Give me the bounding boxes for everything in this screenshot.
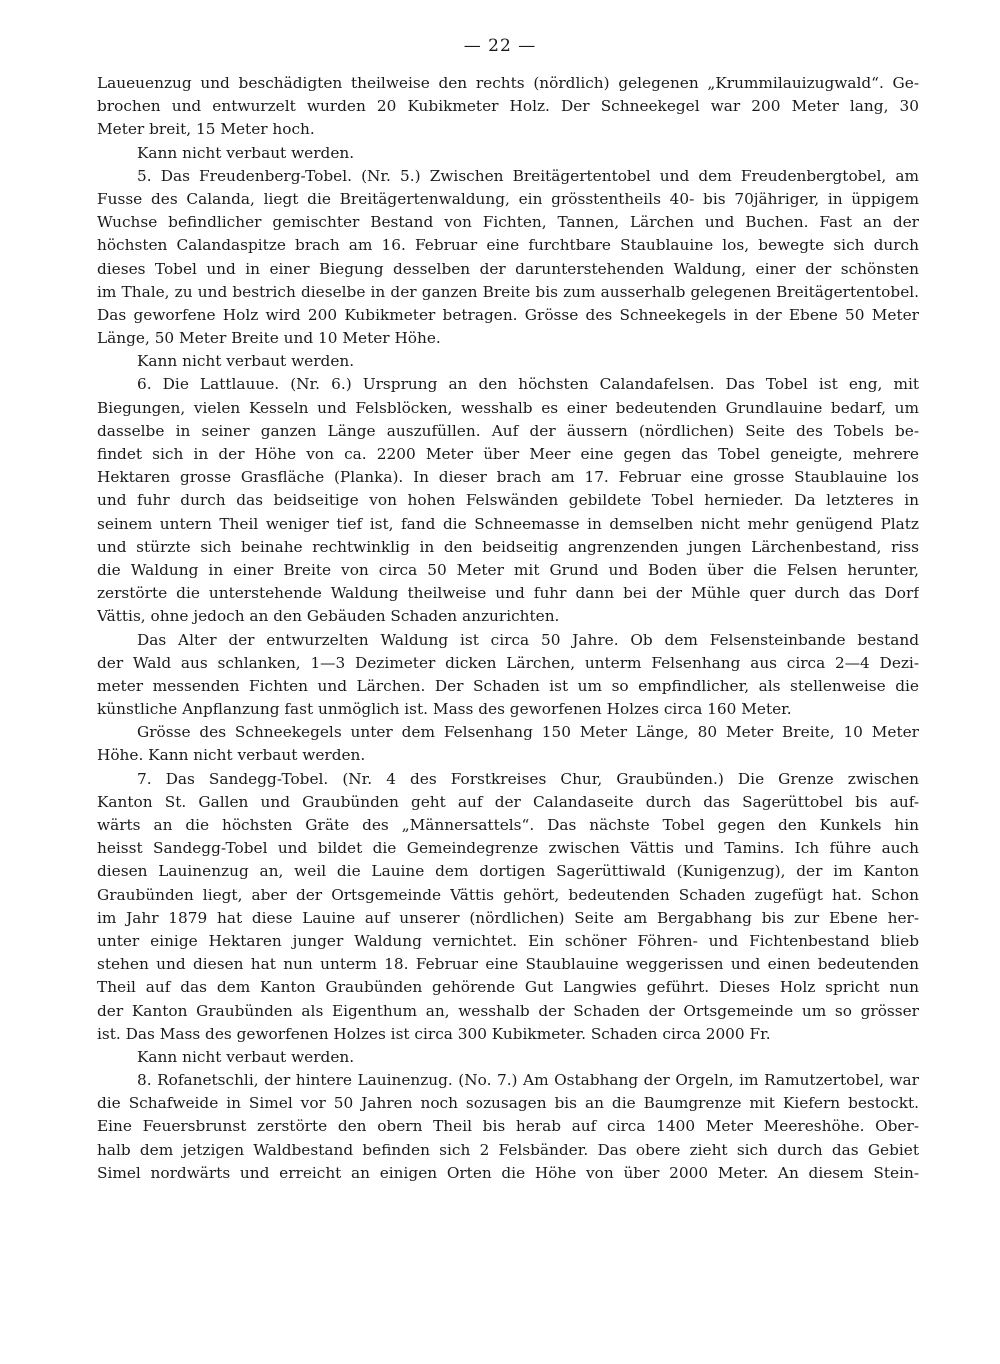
text-line: Theil auf das dem Kanton Graubünden gehörende Gut Langwies geführt. Dieses Holz spricht nun [97,978,919,997]
text-line: Grösse des Schneekegels unter dem Felsenhang 150 Meter Länge, 80 Meter Breite, 10 Meter [137,723,919,742]
text-line: und stürzte sich beinahe rechtwinklig in den beidseitig angrenzenden jungen Lärchenbestand, riss [97,537,919,556]
text-line: brochen und entwurzelt wurden 20 Kubikmeter Holz. Der Schneekegel war 200 Meter lang, 30 [97,97,919,116]
text-line: Laueuenzug und beschädigten theilweise den rechts (nördlich) gelegenen „Krummilauizugwald“. Ge- [97,74,919,92]
text-line: stehen und diesen hat nun unterm 18. Februar eine Staublauine weggerissen und einen bedeutenden [97,955,919,974]
text-line: Höhe. Kann nicht verbaut werden. [97,746,366,765]
text-line: ist. Das Mass des geworfenen Holzes ist circa 300 Kubikmeter. Schaden circa 2000 Fr. [97,1024,771,1043]
text-line: Das Alter der entwurzelten Waldung ist circa 50 Jahre. Ob dem Felsensteinbande bestand [137,630,919,649]
text-line: Kanton St. Gallen und Graubünden geht auf der Calandaseite durch das Sagerüttobel bis auf- [97,792,919,811]
text-line: Kann nicht verbaut werden. [137,143,355,162]
text-line: unter einige Hektaren junger Waldung vernichtet. Ein schöner Föhren- und Fichtenbestand blieb [97,931,919,950]
text-line: im Thale, zu und bestrich dieselbe in der ganzen Breite bis zum ausserhalb gelegenen Breitägertentobel. [97,282,919,301]
text-line: dasselbe in seiner ganzen Länge auszufüllen. Auf der äussern (nördlichen) Seite des Tobels be- [97,421,919,440]
text-line: 5. Das Freudenberg-Tobel. (Nr. 5.) Zwischen Breitägertentobel und dem Freudenbergtobel, am [137,166,919,185]
text-line: zerstörte die unterstehende Waldung theilweise und fuhr dann bei der Mühle quer durch das Dorf [97,584,919,603]
text-line: heisst Sandegg-Tobel und bildet die Gemeindegrenze zwischen Vättis und Tamins. Ich führe auch [97,839,919,858]
text-line: Kann nicht verbaut werden. [137,1047,355,1066]
text-line: Eine Feuersbrunst zerstörte den obern Theil bis herab auf circa 1400 Meter Meereshöhe. Ober- [97,1117,919,1136]
text-line: der Kanton Graubünden als Eigenthum an, wesshalb der Schaden der Ortsgemeinde um so grösser [97,1001,919,1020]
text-line: und fuhr durch das beidseitige von hohen Felswänden gebildete Tobel hernieder. Da letzteres in [97,491,919,510]
text-line: die Waldung in einer Breite von circa 50 Meter mit Grund und Boden über die Felsen herunter, [97,560,919,579]
text-line: höchsten Calandaspitze brach am 16. Februar eine furchtbare Staublauine los, bewegte sich durch [97,236,919,255]
text-line: im Jahr 1879 hat diese Lauine auf unserer (nördlichen) Seite am Bergabhang bis zur Ebene her- [97,908,919,927]
text-line: dieses Tobel und in einer Biegung desselben der darunterstehenden Waldung, einer der schönsten [97,259,919,278]
text-line: Wuchse befindlicher gemischter Bestand von Fichten, Tannen, Lärchen und Buchen. Fast an der [97,213,919,232]
text-line: meter messenden Fichten und Lärchen. Der Schaden ist um so empfindlicher, als stellenweise die [97,676,919,695]
text-line: seinem untern Theil weniger tief ist, fand die Schneemasse in demselben nicht mehr genügend Platz [97,514,919,533]
text-line: Vättis, ohne jedoch an den Gebäuden Schaden anzurichten. [97,607,560,626]
text-line: 6. Die Lattlauue. (Nr. 6.) Ursprung an den höchsten Calandafelsen. Das Tobel ist eng, mit [137,375,919,394]
text-line: 7. Das Sandegg-Tobel. (Nr. 4 des Forstkreises Chur, Graubünden.) Die Grenze zwischen [137,769,919,788]
text-line: der Wald aus schlanken, 1—3 Dezimeter dicken Lärchen, unterm Felsenhang aus circa 2—4 Dezi- [97,653,919,672]
text-line: Simel nordwärts und erreicht an einigen Orten die Höhe von über 2000 Meter. An diesem Stein- [97,1163,919,1182]
text-line: diesen Lauinenzug an, weil die Lauine dem dortigen Sagerüttiwald (Kunigenzug), der im Kanton [97,862,919,881]
text-line: Meter breit, 15 Meter hoch. [97,120,315,139]
text-line: findet sich in der Höhe von ca. 2200 Meter über Meer eine gegen das Tobel geneigte, mehrere [97,445,919,463]
body-text [97,72,919,1185]
text-line: Kann nicht verbaut werden. [137,352,355,371]
text-line: 8. Rofanetschli, der hintere Lauinenzug. (No. 7.) Am Ostabhang der Orgeln, im Ramutzertobel, war [137,1071,919,1090]
text-line: die Schafweide in Simel vor 50 Jahren noch sozusagen bis an die Baumgrenze mit Kiefern bestockt. [97,1094,919,1113]
text-line: Das geworfene Holz wird 200 Kubikmeter betragen. Grösse des Schneekegels in der Ebene 50 Meter [97,305,919,324]
text-line: halb dem jetzigen Waldbestand befinden sich 2 Felsbänder. Das obere zieht sich durch das Gebiet [97,1140,919,1159]
text-line: Fusse des Calanda, liegt die Breitägertenwaldung, ein grösstentheils 40- bis 70jähriger, in üppigem [97,189,919,208]
text-line: Hektaren grosse Grasfläche (Planka). In dieser brach am 17. Februar eine grosse Staublauine los [97,468,919,487]
text-line: wärts an die höchsten Gräte des „Männersattels“. Das nächste Tobel gegen den Kunkels hin [97,816,919,834]
text-line: Biegungen, vielen Kesseln und Felsblöcken, wesshalb es einer bedeutenden Grundlauine bedarf, um [97,398,919,417]
text-line: künstliche Anpflanzung fast unmöglich ist. Mass des geworfenen Holzes circa 160 Meter. [97,700,792,719]
text-line: Graubünden liegt, aber der Ortsgemeinde Vättis gehört, bedeutenden Schaden zugefügt hat. Schon [97,885,919,904]
text-line: Länge, 50 Meter Breite und 10 Meter Höhe. [97,329,441,348]
page-number: — 22 — [463,36,537,56]
